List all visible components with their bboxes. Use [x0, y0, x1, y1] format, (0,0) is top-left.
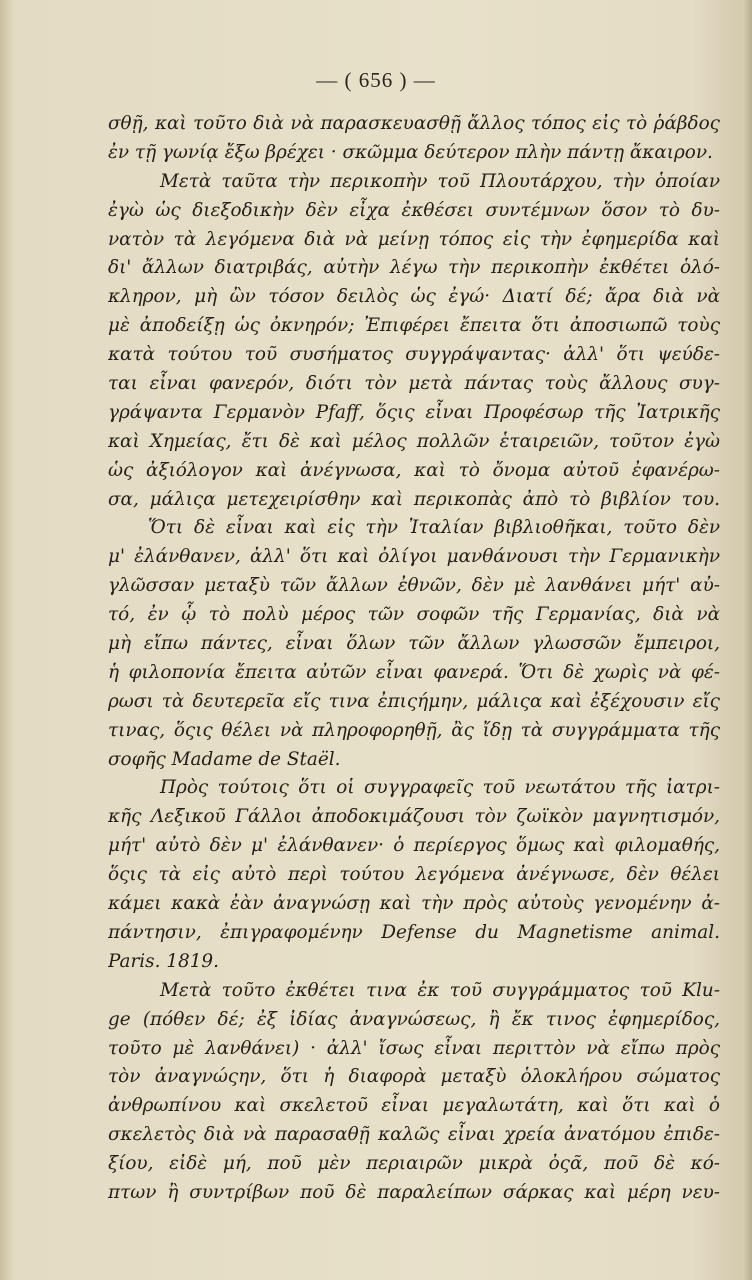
text-line: κάμει κακὰ ἐὰν ἀναγνώσῃ καὶ τὴν πρὸς αὐτοὺς γενομένην ἀ-	[108, 893, 720, 915]
text-line: ἐγὼ ὡς διεξοδικὴν δὲν εἶχα ἐκθέσει συντέμνων ὅσον τὸ δυ-	[108, 199, 720, 221]
text-line: τοῦτο μὲ λανθάνει) · ἀλλ' ἴσως εἶναι περιττὸν νὰ εἴπω πρὸς	[108, 1037, 720, 1059]
text-line: γλῶσσαν μεταξὺ τῶν ἄλλων ἐθνῶν, δὲν μὲ λανθάνει μήτ' αὐ-	[108, 575, 720, 597]
body-text	[108, 110, 720, 1208]
text-line: κατὰ τούτου τοῦ συσήματος συγγράψαντας· ἀλλ' ὅτι ψεύδε-	[108, 344, 720, 366]
text-line: τὸν ἀναγνώςην, ὅτι ἡ διαφορὰ μεταξὺ ὁλοκλήρου σώματος	[108, 1066, 720, 1088]
text-line: ge (πόθεν δέ; ἐξ ἰδίας ἀναγνώσεως, ἢ ἔκ τινος ἐφημερίδος,	[108, 1008, 720, 1030]
text-line: Ὅτι δὲ εἶναι καὶ εἰς τὴν Ἰταλίαν βιβλιοθῆκαι, τοῦτο δὲν	[148, 517, 720, 539]
text-line: καὶ Χημείας, ἔτι δὲ καὶ μέλος πολλῶν ἑταιρειῶν, τοῦτον ἐγὼ	[108, 430, 720, 452]
text-line: ὅςις τὰ εἰς αὐτὸ περὶ τούτου λεγόμενα ἀνέγνωσε, δὲν θέλει	[108, 864, 720, 886]
text-line: σα, μάλιςα μετεχειρίσθην καὶ περικοπὰς ἀπὸ τὸ βιβλίον του.	[108, 488, 720, 510]
page-number: — ( 656 ) —	[316, 68, 436, 92]
text-line: Μετὰ ταῦτα τὴν περικοπὴν τοῦ Πλουτάρχου, τὴν ὁποίαν	[160, 170, 720, 192]
text-line: κῆς Λεξικοῦ Γάλλοι ἀποδοκιμάζουσι τὸν ζωϊκὸν μαγνητισμόν,	[108, 806, 720, 828]
text-line: τινας, ὅςις θέλει νὰ πληροφορηθῇ, ἂς ἴδῃ τὰ συγγράμματα τῆς	[108, 719, 720, 741]
text-line: ξίου, εἰδὲ μή, ποῦ μὲν περιαιρῶν μικρὰ ὀςᾶ, ποῦ δὲ κό-	[108, 1153, 720, 1175]
text-line: μήτ' αὐτὸ δὲν μ' ἐλάνθανεν· ὁ περίεργος ὅμως καὶ φιλομαθής,	[108, 835, 720, 857]
page-edge	[742, 0, 752, 1280]
text-line: σθῇ, καὶ τοῦτο διὰ νὰ παρασκευασθῇ ἄλλος τόπος εἰς τὸ ῥάβδος	[108, 113, 720, 134]
text-line: γράψαντα Γερμανὸν Pfaff, ὅςις εἶναι Προφέσωρ τῆς Ἰατρικῆς	[108, 401, 720, 423]
text-line: μὴ εἴπω πάντες, εἶναι ὅλων τῶν ἄλλων γλωσσῶν ἔμπειροι,	[108, 633, 720, 655]
text-line: μ' ἐλάνθανεν, ἀλλ' ὅτι καὶ ὀλίγοι μανθάνουσι τὴν Γερμανικὴν	[108, 546, 720, 568]
text-line: σκελετὸς διὰ νὰ παρασαθῇ καλῶς εἶναι χρεία ἀνατόμου ἐπιδε-	[108, 1124, 720, 1146]
text-line: ρωσι τὰ δευτερεῖα εἴς τινα ἐπιςήμην, μάλιςα καὶ ἐξέχουσιν εἴς	[108, 690, 720, 712]
text-line: Μετὰ τοῦτο ἐκθέτει τινα ἐκ τοῦ συγγράμματος τοῦ Klu-	[160, 979, 720, 1001]
text-line: Paris. 1819.	[108, 950, 219, 972]
text-line: σοφῆς Madame de Staël.	[108, 748, 341, 770]
text-line: ἡ φιλοπονία ἔπειτα αὐτῶν εἶναι φανερά. Ὅτι δὲ χωρὶς νὰ φέ-	[108, 661, 720, 683]
text-line: ἀνθρωπίνου καὶ σκελετοῦ εἶναι μεγαλωτάτη, καὶ ὅτι καὶ ὁ	[108, 1095, 720, 1117]
text-line: πτων ἢ συντρίβων ποῦ δὲ παραλείπων σάρκας καὶ μέρη νευ-	[108, 1181, 720, 1203]
text-line: τό, ἐν ᾧ τὸ πολὺ μέρος τῶν σοφῶν τῆς Γερμανίας, διὰ νὰ	[108, 604, 720, 626]
text-line: κληρον, μὴ ὢν τόσον δειλὸς ὡς ἐγώ· Διατί δέ; ἄρα διὰ νὰ	[108, 286, 720, 308]
text-line: ἐν τῇ γωνίᾳ ἔξω βρέχει · σκῶμμα δεύτερον πλὴν πάντῃ ἄκαιρον.	[108, 141, 713, 163]
text-line: πάντησιν, ἐπιγραφομένην Defense du Magnetisme animal.	[108, 921, 720, 943]
text-line: νατὸν τὰ λεγόμενα διὰ νὰ μείνῃ τόπος εἰς τὴν ἐφημερίδα καὶ	[108, 228, 720, 250]
text-line: ὡς ἀξιόλογον καὶ ἀνέγνωσα, καὶ τὸ ὄνομα αὐτοῦ ἐφανέρω-	[108, 459, 720, 481]
text-line: ται εἶναι φανερόν, διότι τὸν μετὰ πάντας τοὺς ἄλλους συγ-	[108, 373, 720, 395]
text-line: μὲ ἀποδείξῃ ὡς ὀκνηρόν; Ἐπιφέρει ἔπειτα ὅτι ἀποσιωπῶ τοὺς	[108, 315, 720, 337]
text-line: δι' ἄλλων διατριβάς, αὐτὴν λέγω τὴν περικοπὴν ἐκθέτει ὁλό-	[108, 257, 720, 279]
text-line: Πρὸς τούτοις ὅτι οἱ συγγραφεῖς τοῦ νεωτάτου τῆς ἰατρι-	[160, 777, 720, 799]
